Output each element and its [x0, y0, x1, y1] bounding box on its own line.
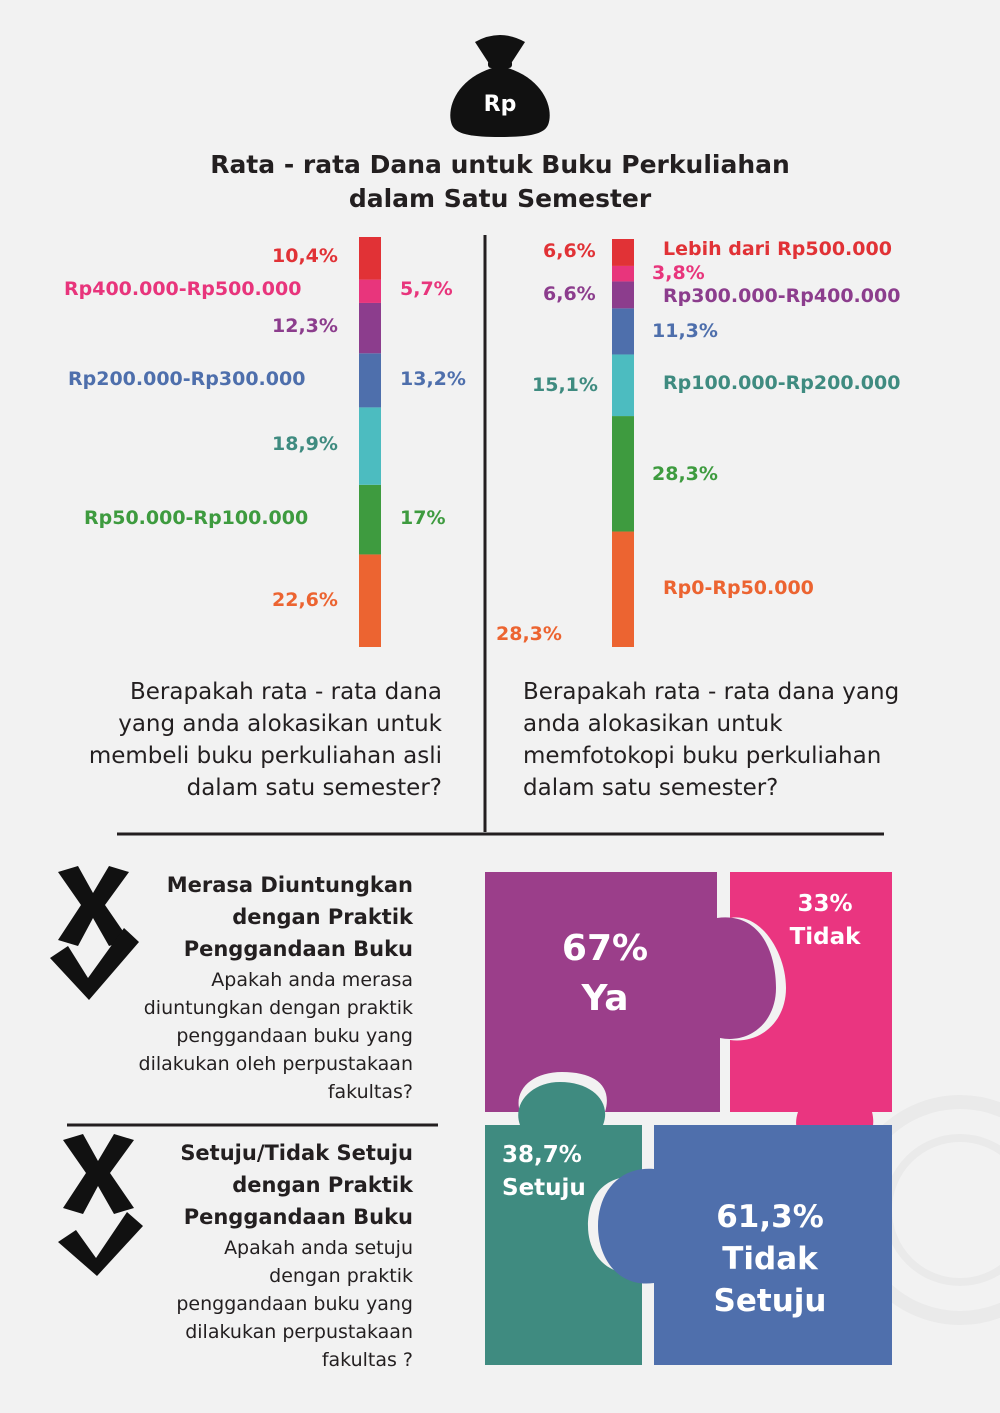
puzzle-label-ya: 67% Ya — [561, 928, 649, 1019]
question-left: Berapakah rata - rata dana yang anda alokasikan untuk membeli buku perkuliahan asli dalam satu semester? — [88, 679, 442, 801]
category-label: Lebih dari Rp500.000 — [663, 238, 892, 260]
category-label: Rp0-Rp50.000 — [663, 577, 814, 599]
bar-segment-4 — [359, 303, 381, 353]
puzzle-label-tidak: 33% Tidak — [789, 891, 861, 950]
category-label: Rp300.000-Rp400.000 — [663, 285, 901, 307]
question-right: Berapakah rata - rata dana yang anda alokasikan untuk memfotokopi buku perkuliahan dalam satu semester? — [523, 679, 900, 801]
bar-segment-3 — [612, 308, 634, 354]
title-line-1: Rata - rata Dana untuk Buku Perkuliahan — [210, 150, 790, 179]
bar-segment-2 — [359, 407, 381, 484]
value-label: 13,2% — [400, 368, 466, 390]
title-line-2: dalam Satu Semester — [348, 184, 652, 213]
section-heading-setuju: Setuju/Tidak Setuju dengan Praktik Penggandaan Buku — [180, 1141, 413, 1229]
category-label: Rp200.000-Rp300.000 — [68, 368, 306, 390]
bar-segment-1 — [359, 485, 381, 555]
value-label: 6,6% — [543, 283, 596, 305]
bar-segment-0 — [612, 532, 634, 647]
money-bag-label: Rp — [483, 92, 517, 117]
cross-icon — [58, 866, 129, 946]
stacked-bar-right — [612, 239, 634, 647]
bar-segment-5 — [359, 280, 381, 303]
puzzle-label-setuju: 38,7% Setuju — [502, 1142, 586, 1201]
stacked-bar-left — [359, 237, 381, 647]
money-bag-icon — [450, 35, 549, 137]
puzzle-label-tidak-setuju: 61,3% Tidak Setuju — [713, 1199, 827, 1319]
bar-segment-2 — [612, 354, 634, 416]
bar-segment-3 — [359, 353, 381, 407]
bar-segment-1 — [612, 416, 634, 531]
value-label: 11,3% — [652, 320, 718, 342]
category-label: Rp100.000-Rp200.000 — [663, 372, 901, 394]
section-question-diuntungkan: Apakah anda merasa diuntungkan dengan praktik penggandaan buku yang dilakukan oleh perpustakaan fakultas? — [138, 969, 413, 1103]
value-label: 3,8% — [652, 262, 705, 284]
category-label: Rp50.000-Rp100.000 — [84, 507, 309, 529]
section-heading-diuntungkan: Merasa Diuntungkan dengan Praktik Penggandaan Buku — [166, 873, 413, 961]
page-title — [0, 148, 1000, 216]
value-label: 12,3% — [272, 315, 338, 337]
value-label: 15,1% — [532, 374, 598, 396]
value-label: 5,7% — [400, 278, 453, 300]
bar-segment-5 — [612, 266, 634, 282]
value-label: 22,6% — [272, 589, 338, 611]
bar-segment-4 — [612, 281, 634, 308]
value-label: 28,3% — [496, 623, 562, 645]
bar-segment-0 — [359, 554, 381, 647]
category-label: Rp400.000-Rp500.000 — [64, 278, 302, 300]
value-label: 17% — [400, 507, 446, 529]
value-label: 10,4% — [272, 245, 338, 267]
value-label: 18,9% — [272, 433, 338, 455]
bar-segment-6 — [359, 237, 381, 280]
section-question-setuju: Apakah anda setuju dengan praktik penggandaan buku yang dilakukan perpustakaan fakultas ? — [176, 1237, 413, 1371]
value-label: 6,6% — [543, 240, 596, 262]
value-label: 28,3% — [652, 463, 718, 485]
bar-segment-6 — [612, 239, 634, 266]
